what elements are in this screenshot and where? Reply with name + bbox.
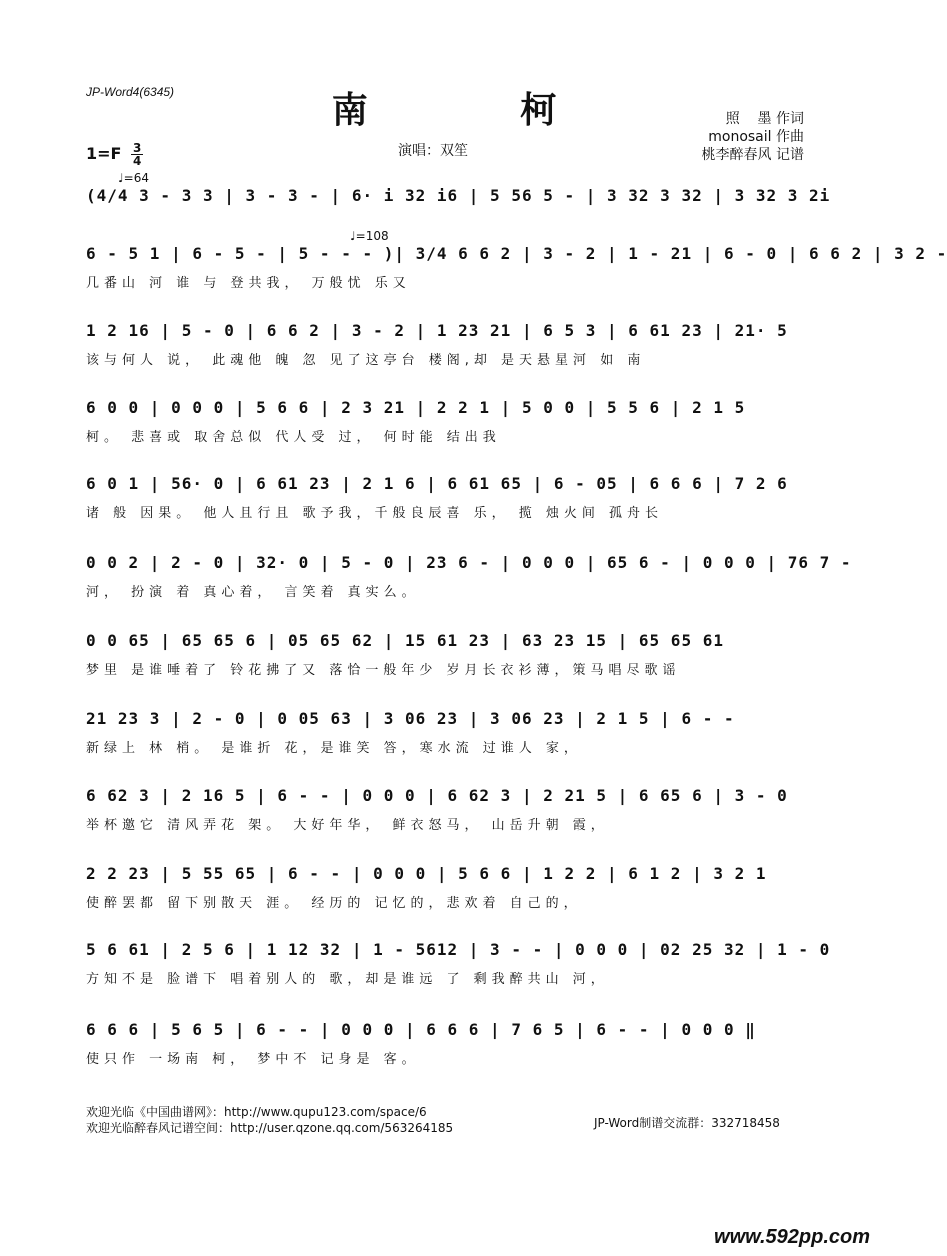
footer-links bbox=[86, 1104, 453, 1136]
lyric-line: 新绿上 林 梢。 是谁折 花，是谁笑 答，寒水流 过谁人 家， bbox=[86, 741, 582, 756]
notation-line: 6 62 3 | 2 16 5 | 6 - - | 0 0 0 | 6 62 3 | 2 21 5 | 6 65 6 | 3 - 0 bbox=[86, 786, 788, 805]
lyricist-credit: 照 墨 作词 bbox=[725, 111, 804, 127]
lyric-line: 方知不是 脸谱下 唱着别人的 歌，却是谁远 了 剩我醉共山 河， bbox=[86, 972, 609, 987]
lyric-line: 该与何人 说， 此魂他 魄 忽 见了这亭台 楼阁,却 是天悬星河 如 南 bbox=[86, 353, 646, 368]
lyric-line: 梦里 是谁唾着了 铃花拂了又 落恰一般年少 岁月长衣衫薄，策马唱尽歌谣 bbox=[86, 663, 681, 678]
software-tag: JP-Word4(6345) bbox=[86, 85, 175, 99]
transcriber-credit: 桃李醉春风 记谱 bbox=[701, 147, 804, 163]
lyric-line: 几番山 河 谁 与 登共我， 万般忧 乐又 bbox=[86, 276, 411, 291]
lyric-line: 举杯邀它 清风弄花 架。 大好年华， 鲜衣怒马， 山岳升朝 霞， bbox=[86, 818, 609, 833]
credits bbox=[702, 110, 804, 164]
key-signature bbox=[86, 142, 143, 167]
time-numerator: 3 bbox=[133, 141, 142, 155]
lyric-line: 诸 般 因果。 他人且行且 歌予我，千般良辰喜 乐， 揽 烛火间 孤舟长 bbox=[86, 506, 664, 521]
notation-line: 5 6 61 | 2 5 6 | 1 12 32 | 1 - 5612 | 3 - - | 0 0 0 | 02 25 32 | 1 - 0 bbox=[86, 940, 831, 959]
key-label: 1=F bbox=[86, 144, 122, 163]
composer-credit: monosail 作曲 bbox=[708, 129, 804, 145]
notation-line: 6 6 6 | 5 6 5 | 6 - - | 0 0 0 | 6 6 6 | 7 6 5 | 6 - - | 0 0 0 ‖ bbox=[86, 1020, 756, 1039]
notation-line: 6 0 0 | 0 0 0 | 5 6 6 | 2 3 21 | 2 2 1 | 5 0 0 | 5 5 6 | 2 1 5 bbox=[86, 398, 746, 417]
lyric-line: 柯。 悲喜或 取舍总似 代人受 过， 何时能 结出我 bbox=[86, 430, 501, 445]
tempo-intro: ♩=64 bbox=[118, 171, 149, 185]
time-denominator: 4 bbox=[133, 154, 142, 168]
watermark: www.592pp.com bbox=[714, 1226, 870, 1248]
lyric-line: 使醉罢都 留下别散天 涯。 经历的 记忆的，悲欢着 自己的， bbox=[86, 896, 582, 911]
notation-line: (4/4 3 - 3 3 | 3 - 3 - | 6· i 32 i6 | 5 56 5 - | 3 32 3 32 | 3 32 3 2i bbox=[86, 186, 831, 205]
song-title: 南 柯 bbox=[331, 89, 627, 131]
notation-line: 21 23 3 | 2 - 0 | 0 05 63 | 3 06 23 | 3 06 23 | 2 1 5 | 6 - - bbox=[86, 709, 735, 728]
lyric-line: 使只作 一场南 柯， 梦中不 记身是 客。 bbox=[86, 1052, 420, 1067]
notation-line: 6 - 5 1 | 6 - 5 - | 5 - - - )| 3/4 6 6 2 | 3 - 2 | 1 - 21 | 6 - 0 | 6 6 2 | 3 2 - bbox=[86, 244, 947, 263]
lyric-line: 河， 扮演 着 真心着， 言笑着 真实么。 bbox=[86, 585, 420, 600]
notation-line: 6 0 1 | 56· 0 | 6 61 23 | 2 1 6 | 6 61 65 | 6 - 05 | 6 6 6 | 7 2 6 bbox=[86, 474, 788, 493]
notation-line: 2 2 23 | 5 55 65 | 6 - - | 0 0 0 | 5 6 6 | 1 2 2 | 6 1 2 | 3 2 1 bbox=[86, 864, 767, 883]
time-signature bbox=[131, 142, 143, 167]
singer: 演唱：双笙 bbox=[398, 143, 468, 159]
qq-group: JP-Word制谱交流群：332718458 bbox=[594, 1116, 780, 1130]
footer-line-qzone: 欢迎光临醉春风记谱空间：http://user.qzone.qq.com/563264185 bbox=[86, 1121, 454, 1135]
tempo-main: ♩=108 bbox=[350, 229, 389, 243]
footer-line-qupu: 欢迎光临《中国曲谱网》：http://www.qupu123.com/space/6 bbox=[86, 1105, 427, 1119]
notation-line: 0 0 65 | 65 65 6 | 05 65 62 | 15 61 23 | 63 23 15 | 65 65 61 bbox=[86, 631, 724, 650]
notation-line: 1 2 16 | 5 - 0 | 6 6 2 | 3 - 2 | 1 23 21 | 6 5 3 | 6 61 23 | 21· 5 bbox=[86, 321, 788, 340]
notation-line: 0 0 2 | 2 - 0 | 32· 0 | 5 - 0 | 23 6 - | 0 0 0 | 65 6 - | 0 0 0 | 76 7 - bbox=[86, 553, 852, 572]
